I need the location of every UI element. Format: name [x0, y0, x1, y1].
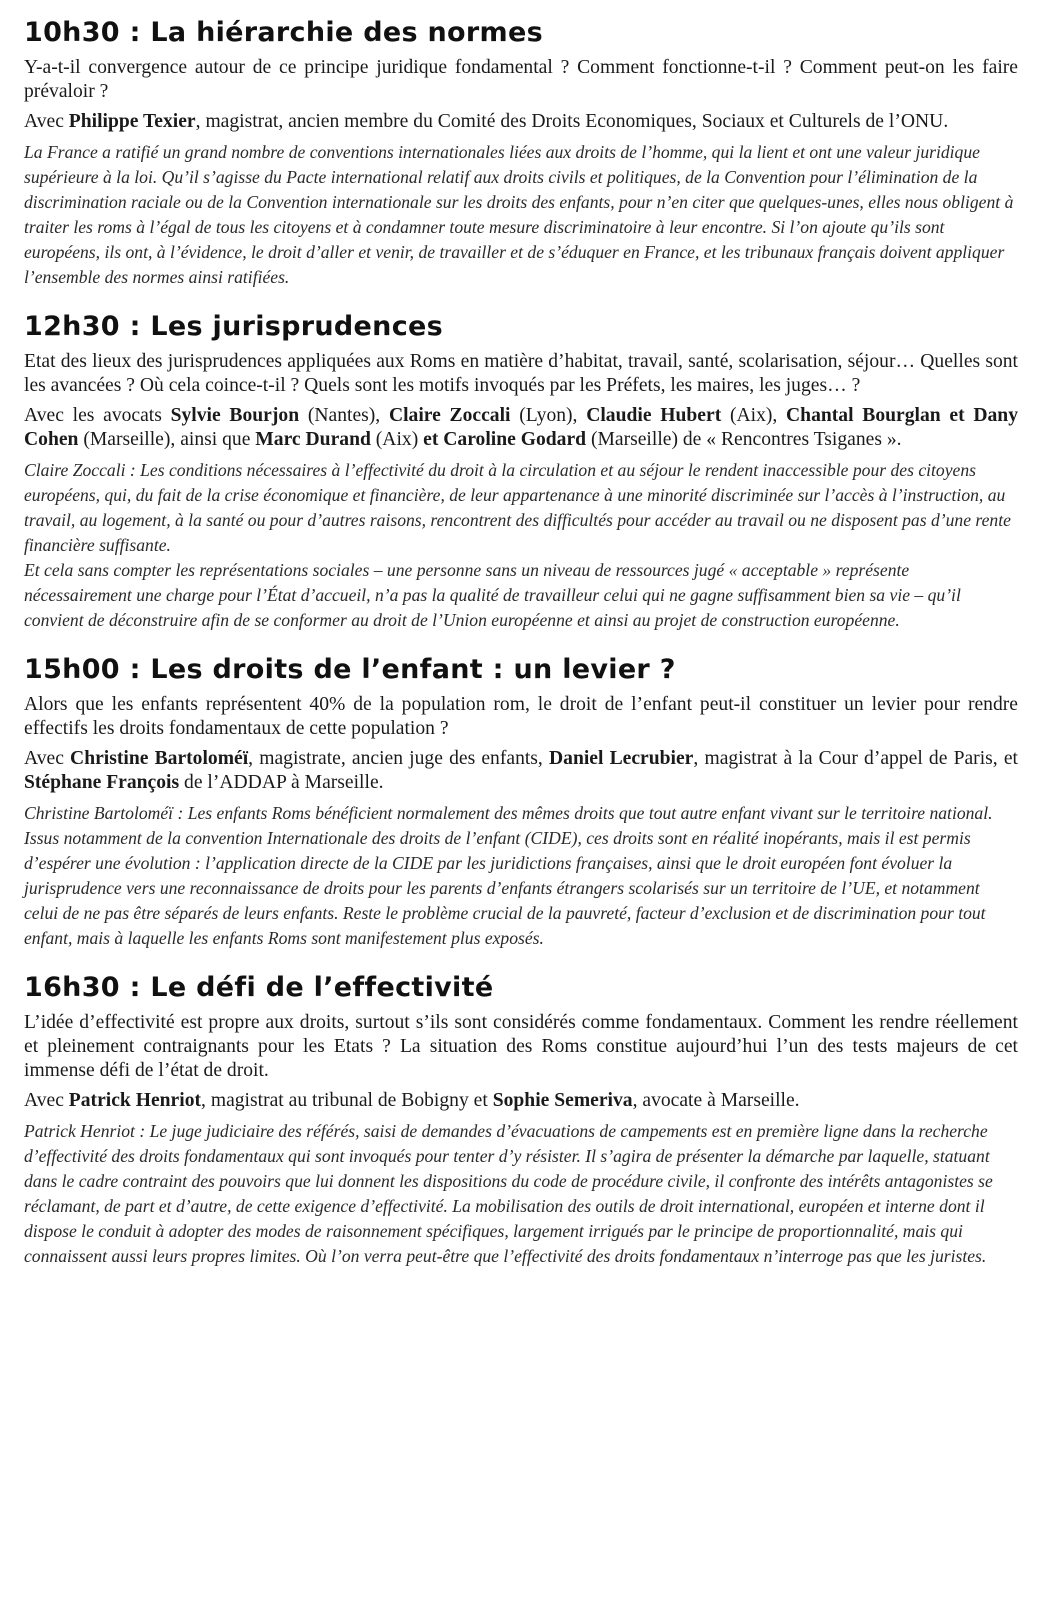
section-heading: 15h00 : Les droits de l’enfant : un levier ?: [24, 654, 676, 685]
speakers-line: [24, 110, 1018, 134]
speaker-name: Sylvie Bourjon: [170, 405, 300, 426]
speakers-text: (Marseille), ainsi que: [78, 429, 256, 450]
speakers-text: (Nantes),: [299, 405, 389, 426]
section-defi-effectivite: [24, 971, 1018, 1269]
section-droits-enfant: [24, 653, 1018, 951]
speaker-name: Claire Zoccali: [388, 405, 511, 426]
section-jurisprudences: [24, 310, 1018, 633]
speakers-line: [24, 1089, 1018, 1113]
section-heading: 16h30 : Le défi de l’effectivité: [24, 972, 494, 1003]
section-quote: [24, 140, 1018, 290]
speakers-text: , avocate à Marseille.: [632, 1090, 800, 1111]
speakers-text: Avec: [24, 748, 71, 769]
speakers-text: (Lyon),: [510, 405, 587, 426]
speakers-text: Avec: [24, 111, 69, 132]
section-quote: [24, 1119, 1018, 1269]
speaker-name: Philippe Texier: [68, 111, 196, 132]
section-hierarchie-des-normes: [24, 16, 1018, 290]
section-intro: Alors que les enfants représentent 40% de la population rom, le droit de l’enfant peut-il constituer un levier pour rendre effectifs les droits fondamentaux de cette population ?: [24, 694, 1018, 739]
speakers-text: , magistrat, ancien membre du Comité des Droits Economiques, Sociaux et Culturels de l’ONU.: [195, 111, 949, 132]
speakers-line: [24, 747, 1018, 795]
speakers-text: de l’ADDAP à Marseille.: [179, 772, 384, 793]
speakers-text: Avec les avocats: [24, 405, 171, 426]
quote-paragraph: Patrick Henriot : Le juge judiciaire des référés, saisi de demandes d’évacuations de campements est en première ligne dans la recherche d’effectivité des droits fondamentaux qui sont invoqués pour tenter d’y résister. Il s’agira de présenter la démarche par laquelle, statuant dans le cadre contraint des pouvoirs que lui donnent les dispositions du code de procédure civile, il confronte des intérêts antagonistes se réclamant, de part et d’autre, de cette exigence d’effectivité. La mobilisation des outils de droit international, européen et interne dont il dispose le conduit à adopter des modes de raisonnement spécifiques, largement irrigués par le principe de proportionnalité, mais qui connaissent aussi leurs propres limites. Où l’on verra peut-être que l’effectivité des droits fondamentaux n’interroge pas que les juristes.: [24, 1121, 993, 1266]
speaker-name: Patrick Henriot: [68, 1090, 202, 1111]
quote-paragraph: Christine Bartoloméï : Les enfants Roms bénéficient normalement des mêmes droits que tout autre enfant vivant sur le territoire national. Issus notamment de la convention Internationale des droits de l’enfant (CIDE), ces droits sont en réalité inopérants, mais il est permis d’espérer une évolution : l’application directe de la CIDE par les juridictions françaises, ainsi que le droit européen font évoluer la jurisprudence vers une reconnaissance de droits pour les parents d’enfants étrangers scolarisés sur un territoire de l’UE, et notamment celui de ne pas être séparés de leurs enfants. Reste le problème crucial de la pauvreté, facteur d’exclusion et de discrimination pour tout enfant, mais à laquelle les enfants Roms sont manifestement plus exposés.: [24, 803, 993, 948]
speakers-line: [24, 404, 1018, 452]
speakers-text: (Aix),: [721, 405, 787, 426]
speaker-name: Claudie Hubert: [586, 405, 722, 426]
quote-paragraph: Claire Zoccali : Les conditions nécessaires à l’effectivité du droit à la circulation et au séjour le rendent inaccessible pour des citoyens européens, qui, du fait de la crise économique et financière, de leur appartenance à une minorité discriminée sur l’accès à l’instruction, au travail, au logement, à la santé ou pour d’autres raisons, rencontrent des difficultés pour accéder au travail ou ne disposent pas d’une rente financière suffisante.: [24, 460, 1011, 555]
section-heading: 12h30 : Les jurisprudences: [24, 311, 443, 342]
section-heading: 10h30 : La hiérarchie des normes: [24, 17, 543, 48]
speakers-text: , magistrat à la Cour d’appel de Paris, et: [693, 748, 1018, 769]
speakers-text: , magistrate, ancien juge des enfants,: [248, 748, 549, 769]
speaker-name: Sophie Semeriva: [492, 1090, 633, 1111]
speakers-text: Avec: [24, 1090, 69, 1111]
speakers-text: , magistrat au tribunal de Bobigny et: [201, 1090, 493, 1111]
speaker-name: Stéphane François: [24, 772, 180, 793]
section-quote: [24, 801, 1018, 951]
speakers-text: (Aix): [370, 429, 424, 450]
speaker-name: Christine Bartoloméï: [70, 748, 249, 769]
section-intro: L’idée d’effectivité est propre aux droits, surtout s’ils sont considérés comme fondamentaux. Comment les rendre réellement et pleinement contraignants pour les Etats ? La situation des Roms constitue aujourd’hui l’un des tests majeurs de cet immense défi de l’état de droit.: [24, 1012, 1018, 1081]
section-intro: Y-a-t-il convergence autour de ce principe juridique fondamental ? Comment fonctionne-t-il ? Comment peut-on les faire prévaloir ?: [24, 57, 1018, 102]
speaker-name: Chantal Bourglan et Dany Cohen: [24, 405, 1018, 450]
section-quote: [24, 458, 1018, 633]
speaker-name: Daniel Lecrubier: [549, 748, 694, 769]
section-intro: Etat des lieux des jurisprudences appliquées aux Roms en matière d’habitat, travail, santé, scolarisation, séjour… Quelles sont les avancées ? Où cela coince-t-il ? Quels sont les motifs invoqués par les Préfets, les maires, les juges… ?: [24, 351, 1018, 396]
quote-paragraph: Et cela sans compter les représentations sociales – une personne sans un niveau de ressources jugé « acceptable » représente nécessairement une charge pour l’État d’accueil, n’a pas la qualité de travailleur celui qui ne gagne suffisamment bien sa vie – qu’il convient de déconstruire afin de se conformer au droit de l’Union européenne et ainsi au projet de construction européenne.: [24, 560, 961, 630]
quote-paragraph: La France a ratifié un grand nombre de conventions internationales liées aux droits de l’homme, qui la lient et ont une valeur juridique supérieure à la loi. Qu’il s’agisse du Pacte international relatif aux droits civils et politiques, de la Convention pour l’élimination de la discrimination raciale ou de la Convention internationale sur les droits des enfants, pour n’en citer que quelques-unes, elles nous obligent à traiter les roms à l’égal de tous les citoyens et à condamner toute mesure discriminatoire à leur encontre. Si l’on ajoute qu’ils sont européens, ils ont, à l’évidence, le droit d’aller et venir, de travailler et de s’éduquer en France, et les tribunaux français doivent appliquer l’ensemble des normes ainsi ratifiées.: [24, 142, 1014, 287]
speaker-name: Marc Durand: [255, 429, 371, 450]
speaker-name: et Caroline Godard: [423, 429, 587, 450]
speakers-text: (Marseille) de « Rencontres Tsiganes ».: [586, 429, 902, 450]
